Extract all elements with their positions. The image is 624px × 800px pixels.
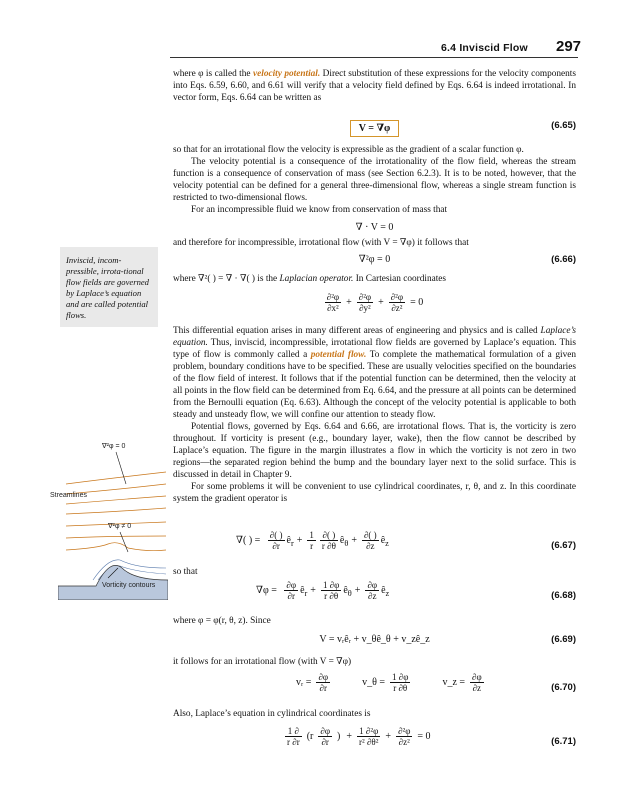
flow-illustration <box>58 440 168 600</box>
label-laplace-nonzero: ∇²φ ≠ 0 <box>108 523 132 530</box>
header-rule <box>170 57 578 58</box>
streamline <box>66 472 166 484</box>
label-laplace-zero: ∇²φ = 0 <box>102 443 126 450</box>
paragraph-13: Also, Laplace’s equation in cylindrical coordinates is <box>173 709 371 719</box>
paragraph-8: Potential flows, governed by Eqs. 6.64 and 6.66, are irrotational flows. That is, the vorticity is zero throughout. If vorticity is present (e.g., boundary layer, wake), then the flow cannot be described by Laplace’s equation. The figure in the margin illustrates a flow in which the vorticity is not zero in two regions—the separated region behind the bump and the boundary layer next to the solid surface. This is discussed in detail in Chapter 9. <box>173 422 576 480</box>
equation-6-69: V = vᵣêᵣ + v_θê_θ + v_zê_z (6.69) <box>319 634 576 645</box>
pointer-line <box>116 452 126 484</box>
paragraph-1: where φ is called the velocity potential. Direct substitution of these expressions for the velocity components into Eqs. 6.59, 6.60, and 6.61 will verify that a velocity field defined by Eqs. 6.64 is indeed irrotational. In vector form, Eqs. 6.64 can be written as <box>173 69 576 103</box>
margin-note: Inviscid, incom-pressible, irrota-tional flow fields are governed by Laplace’s equation and are called potential flows. <box>60 247 158 327</box>
paragraph-3: The velocity potential is a consequence of the irrotationality of the flow field, whereas the stream function is a consequence of conservation of mass (see Section 6.2.3). It is to be noted, however, that the velocity potential can be defined for a general three-dimensional flow, whereas a single stream function is restricted to two-dimensional flows. <box>173 157 576 203</box>
paragraph-4: For an incompressible fluid we know from conservation of mass that <box>191 205 448 215</box>
term-laplacian: Laplacian operator. <box>279 274 354 284</box>
section-title: 6.4 Inviscid Flow <box>441 42 528 54</box>
equation-number: (6.65) <box>551 120 576 131</box>
keyword-velocity-potential: velocity potential. <box>252 69 321 79</box>
equation-number: (6.70) <box>551 682 576 693</box>
paragraph-10: so that <box>173 567 198 577</box>
boxed-equation: V = ∇φ <box>350 120 400 137</box>
equation-laplace-cartesian: $\frac{\text{∂²φ}}{\text{∂x²}}$ + $\frac{\text{∂²φ}}{\text{∂y²}}$ + $\frac{\text{∂²φ}}{\text{∂z²}}$ = 0 <box>326 292 424 313</box>
margin-figure <box>50 440 168 600</box>
equation-number: (6.69) <box>551 634 576 645</box>
equation-number: (6.66) <box>551 254 576 265</box>
paragraph-6: where ∇²( ) = ∇ · ∇( ) is the Laplacian operator. In Cartesian coordinates <box>173 274 447 284</box>
equation-number: (6.68) <box>551 590 576 601</box>
paragraph-5: and therefore for incompressible, irrotational flow (with V = ∇φ) it follows that <box>173 238 469 248</box>
term-laplaces-equation: Laplace’s equation. <box>173 326 576 348</box>
equation-6-67: ∇( ) = $\frac{\partial( )}{\partial r}$ $ê_r$ + $\frac{1}{r}$ $\frac{\partial( )}{r \partial\theta}$ $ê_\theta$ + $\frac{\partial( )}{\partial z}$ $ê_z$ (6.67) <box>236 530 576 551</box>
label-vorticity-contours: Vorticity contours <box>102 582 156 589</box>
equation-6-70: vᵣ = $\frac{\partial\varphi}{\partial r}$ v_θ = $\frac{1 \partial\varphi}{r \partial\theta}$ v_z = $\frac{\partial\varphi}{\partial z}$ (6.70) <box>296 672 576 693</box>
streamline <box>66 536 166 538</box>
equation-6-66: ∇²φ = 0 (6.66) <box>358 254 576 265</box>
paragraph-7: This differential equation arises in many different areas of engineering and physics and is called Laplace’s equation. Thus, inviscid, incompressible, irrotational flow fields are governed by Laplace’s equation. This type of flow is commonly called a potential flow. To complete the mathematical formulation of a given problem, boundary conditions have to be specified. These are usually velocities specified on the boundaries of the flow field of interest. It follows that if the potential function can be determined, then the velocity at all points in the flow field can be determined from Eq. 6.64, and the pressure at all points can be determined from the Bernoulli equation (Eq. 6.63). Although the concept of the velocity potential is applicable to both steady and unsteady flow, we will confine our attention to steady flow. Potential flows, governed by Eqs. 6.64 and 6.66, are irrotational flows. That is, the vorticity is zero throughout. If vorticity is present (e.g., boundary layer, wake), then the flow cannot be described by Laplace’s equation. The figure in the margin illustrates a flow in which the vorticity is not zero in two regions—the separated region behind the bump and the boundary layer next to the solid surface. This is discussed in detail in Chapter 9. For some problems it will be convenient to use cylindrical coordinates, r, θ, and z. In this coordinate system the gradient operator is <box>173 326 576 504</box>
equation-continuity: ∇ · V = 0 <box>355 222 394 233</box>
page-number: 297 <box>556 38 582 55</box>
equation-number: (6.67) <box>551 540 576 551</box>
equation-number: (6.71) <box>551 736 576 747</box>
equation-6-71: $\frac{1 \partial}{r \partial r}$ (r $\frac{\partial\varphi}{\partial r}$ ) + $\frac{\text{1 ∂²φ}}{\text{r² ∂θ²}}$ + $\frac{\text{∂²φ}}{\text{∂z²}}$ = 0 (6.71) <box>287 726 576 747</box>
paragraph-11: where φ = φ(r, θ, z). Since <box>173 616 271 626</box>
label-streamlines: Streamlines <box>50 492 87 499</box>
streamline <box>66 508 166 514</box>
equation-6-68: ∇φ = $\frac{\partial\varphi}{\partial r}$ $ê_r$ + $\frac{1 \partial\varphi}{r \partial\theta}$ $ê_\theta$ + $\frac{\partial\varphi}{\partial z}$ $ê_z$ (6.68) <box>256 580 576 601</box>
pointer-line <box>120 532 128 552</box>
streamline <box>66 543 166 551</box>
paragraph-2: so that for an irrotational flow the velocity is expressible as the gradient of a scalar function φ. The velocity potential is a consequence of the irrotationality of the flow field, whereas the stream function is a consequence of conservation of mass (see Section 6.2.3). It is to be noted, however, that the velocity potential can be defined for a general three-dimensional flow, whereas a single stream function is restricted to two-dimensional flows. For an incompressible fluid we know from conservation of mass that <box>173 145 576 215</box>
paragraph-12: it follows for an irrotational flow (with V = ∇φ) <box>173 657 352 667</box>
equation-6-65 <box>173 112 576 140</box>
paragraph-9: For some problems it will be convenient to use cylindrical coordinates, r, θ, and z. In this coordinate system the gradient operator is <box>173 482 576 504</box>
keyword-potential-flow: potential flow. <box>310 350 367 360</box>
page-header <box>0 38 624 58</box>
